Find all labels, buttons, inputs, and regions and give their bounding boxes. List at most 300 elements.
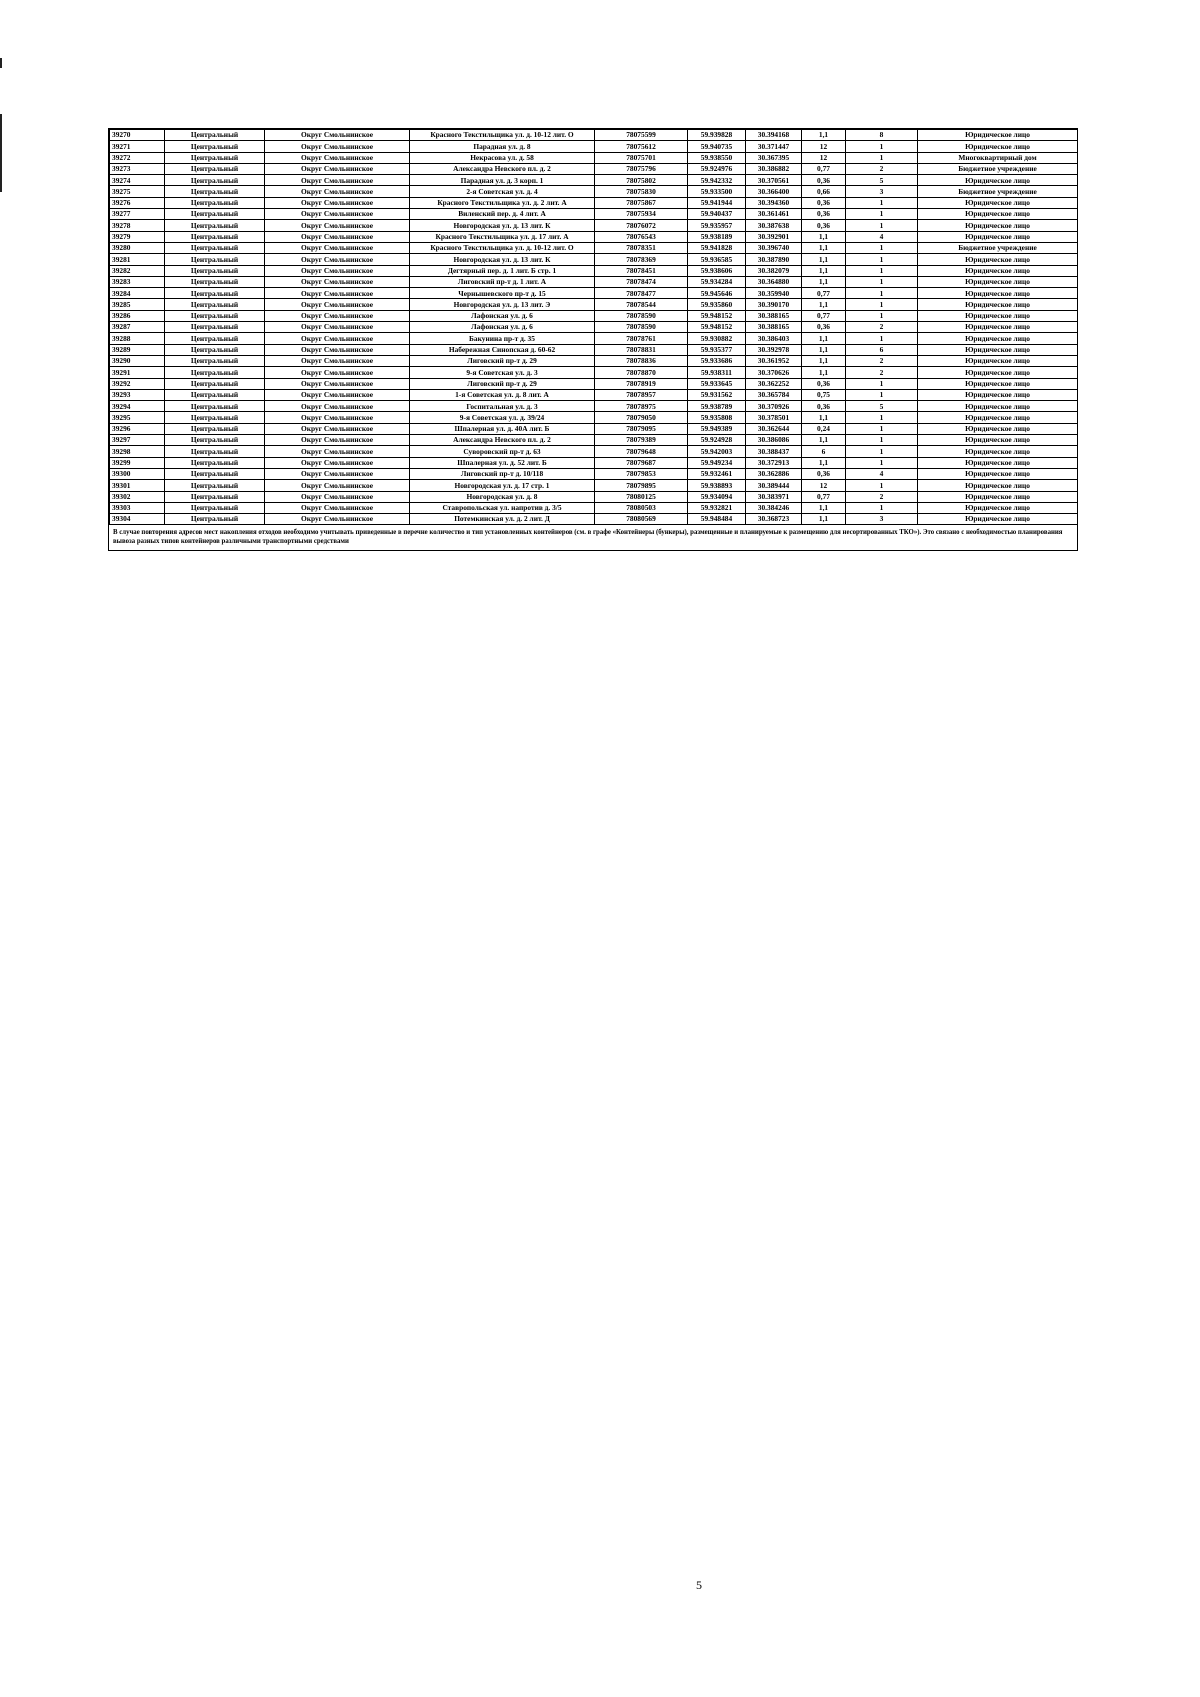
site-code-cell: 78078975 xyxy=(595,401,688,412)
row-id-cell: 39274 xyxy=(110,175,165,186)
container-count-cell: 1 xyxy=(846,423,918,434)
address-cell: Красного Текстильщика ул. д. 10-12 лит. О xyxy=(410,242,595,253)
row-id-cell: 39280 xyxy=(110,242,165,253)
owner-category-cell: Юридическое лицо xyxy=(918,457,1078,468)
table-row xyxy=(110,491,1078,502)
container-count-cell: 1 xyxy=(846,209,918,220)
container-count-cell: 4 xyxy=(846,468,918,479)
longitude-cell: 30.371447 xyxy=(746,141,802,152)
longitude-cell: 30.386086 xyxy=(746,435,802,446)
longitude-cell: 30.359940 xyxy=(746,288,802,299)
latitude-cell: 59.939828 xyxy=(688,130,746,141)
address-cell: Парадная ул. д. 3 корп. 1 xyxy=(410,175,595,186)
district-cell: Центральный xyxy=(165,480,265,491)
district-cell: Центральный xyxy=(165,355,265,366)
container-volume-cell: 1,1 xyxy=(802,130,846,141)
address-cell: Лафонская ул. д. 6 xyxy=(410,310,595,321)
municipal-okrug-cell: Округ Смольнинское xyxy=(265,423,410,434)
container-count-cell: 1 xyxy=(846,310,918,321)
container-volume-cell: 1,1 xyxy=(802,435,846,446)
municipal-okrug-cell: Округ Смольнинское xyxy=(265,175,410,186)
longitude-cell: 30.362886 xyxy=(746,468,802,479)
latitude-cell: 59.924976 xyxy=(688,163,746,174)
table-row xyxy=(110,412,1078,423)
address-cell: Александра Невского пл. д. 2 xyxy=(410,435,595,446)
address-cell: Потемкинская ул. д. 2 лит. Д xyxy=(410,514,595,525)
district-cell: Центральный xyxy=(165,231,265,242)
address-cell: Новгородская ул. д. 8 xyxy=(410,491,595,502)
district-cell: Центральный xyxy=(165,502,265,513)
owner-category-cell: Юридическое лицо xyxy=(918,502,1078,513)
municipal-okrug-cell: Округ Смольнинское xyxy=(265,491,410,502)
container-volume-cell: 0,36 xyxy=(802,209,846,220)
site-code-cell: 78075830 xyxy=(595,186,688,197)
table-row xyxy=(110,389,1078,400)
address-cell: Красного Текстильщика ул. д. 10-12 лит. О xyxy=(410,130,595,141)
row-id-cell: 39272 xyxy=(110,152,165,163)
table-row xyxy=(110,423,1078,434)
latitude-cell: 59.934284 xyxy=(688,276,746,287)
address-cell: Шпалерная ул. д. 52 лит. Б xyxy=(410,457,595,468)
table-row xyxy=(110,468,1078,479)
longitude-cell: 30.387890 xyxy=(746,254,802,265)
owner-category-cell: Юридическое лицо xyxy=(918,378,1078,389)
container-count-cell: 1 xyxy=(846,265,918,276)
owner-category-cell: Юридическое лицо xyxy=(918,299,1078,310)
municipal-okrug-cell: Округ Смольнинское xyxy=(265,220,410,231)
municipal-okrug-cell: Округ Смольнинское xyxy=(265,299,410,310)
site-code-cell: 78079648 xyxy=(595,446,688,457)
table-row xyxy=(110,254,1078,265)
longitude-cell: 30.392978 xyxy=(746,344,802,355)
longitude-cell: 30.394168 xyxy=(746,130,802,141)
district-cell: Центральный xyxy=(165,468,265,479)
district-cell: Центральный xyxy=(165,209,265,220)
container-count-cell: 1 xyxy=(846,333,918,344)
container-volume-cell: 1,1 xyxy=(802,412,846,423)
municipal-okrug-cell: Округ Смольнинское xyxy=(265,344,410,355)
container-count-cell: 1 xyxy=(846,502,918,513)
table-row xyxy=(110,310,1078,321)
municipal-okrug-cell: Округ Смольнинское xyxy=(265,186,410,197)
municipal-okrug-cell: Округ Смольнинское xyxy=(265,468,410,479)
site-code-cell: 78075701 xyxy=(595,152,688,163)
container-volume-cell: 0,36 xyxy=(802,220,846,231)
municipal-okrug-cell: Округ Смольнинское xyxy=(265,446,410,457)
table-row xyxy=(110,502,1078,513)
container-volume-cell: 6 xyxy=(802,446,846,457)
longitude-cell: 30.366400 xyxy=(746,186,802,197)
latitude-cell: 59.935957 xyxy=(688,220,746,231)
owner-category-cell: Юридическое лицо xyxy=(918,265,1078,276)
site-code-cell: 78079389 xyxy=(595,435,688,446)
row-id-cell: 39279 xyxy=(110,231,165,242)
longitude-cell: 30.389444 xyxy=(746,480,802,491)
owner-category-cell: Бюджетное учреждение xyxy=(918,163,1078,174)
address-cell: Госпитальная ул. д. 3 xyxy=(410,401,595,412)
municipal-okrug-cell: Округ Смольнинское xyxy=(265,242,410,253)
table-row xyxy=(110,322,1078,333)
owner-category-cell: Юридическое лицо xyxy=(918,333,1078,344)
latitude-cell: 59.938189 xyxy=(688,231,746,242)
owner-category-cell: Юридическое лицо xyxy=(918,209,1078,220)
address-cell: Ставропольская ул. напротив д. 3/5 xyxy=(410,502,595,513)
district-cell: Центральный xyxy=(165,322,265,333)
municipal-okrug-cell: Округ Смольнинское xyxy=(265,130,410,141)
latitude-cell: 59.942003 xyxy=(688,446,746,457)
container-count-cell: 1 xyxy=(846,141,918,152)
district-cell: Центральный xyxy=(165,446,265,457)
longitude-cell: 30.386403 xyxy=(746,333,802,344)
container-volume-cell: 0,36 xyxy=(802,401,846,412)
table-row xyxy=(110,446,1078,457)
table-row xyxy=(110,163,1078,174)
row-id-cell: 39270 xyxy=(110,130,165,141)
site-code-cell: 78078477 xyxy=(595,288,688,299)
container-volume-cell: 1,1 xyxy=(802,457,846,468)
municipal-okrug-cell: Округ Смольнинское xyxy=(265,480,410,491)
site-code-cell: 78078831 xyxy=(595,344,688,355)
row-id-cell: 39278 xyxy=(110,220,165,231)
district-cell: Центральный xyxy=(165,333,265,344)
longitude-cell: 30.378501 xyxy=(746,412,802,423)
table-row xyxy=(110,480,1078,491)
site-code-cell: 78080503 xyxy=(595,502,688,513)
container-volume-cell: 12 xyxy=(802,141,846,152)
latitude-cell: 59.932821 xyxy=(688,502,746,513)
site-code-cell: 78079853 xyxy=(595,468,688,479)
latitude-cell: 59.942332 xyxy=(688,175,746,186)
container-count-cell: 4 xyxy=(846,231,918,242)
container-volume-cell: 0,66 xyxy=(802,186,846,197)
site-code-cell: 78076543 xyxy=(595,231,688,242)
row-id-cell: 39304 xyxy=(110,514,165,525)
container-count-cell: 1 xyxy=(846,299,918,310)
site-code-cell: 78078957 xyxy=(595,389,688,400)
container-volume-cell: 1,1 xyxy=(802,299,846,310)
address-cell: 9-я Советская ул. д. 39/24 xyxy=(410,412,595,423)
address-cell: Новгородская ул. д. 17 стр. 1 xyxy=(410,480,595,491)
container-volume-cell: 0,77 xyxy=(802,310,846,321)
latitude-cell: 59.938893 xyxy=(688,480,746,491)
latitude-cell: 59.948152 xyxy=(688,310,746,321)
table-row xyxy=(110,265,1078,276)
longitude-cell: 30.383971 xyxy=(746,491,802,502)
owner-category-cell: Юридическое лицо xyxy=(918,175,1078,186)
district-cell: Центральный xyxy=(165,242,265,253)
row-id-cell: 39286 xyxy=(110,310,165,321)
table-row xyxy=(110,152,1078,163)
latitude-cell: 59.935377 xyxy=(688,344,746,355)
container-volume-cell: 1,1 xyxy=(802,254,846,265)
row-id-cell: 39277 xyxy=(110,209,165,220)
container-volume-cell: 1,1 xyxy=(802,231,846,242)
district-cell: Центральный xyxy=(165,367,265,378)
container-volume-cell: 0,36 xyxy=(802,197,846,208)
district-cell: Центральный xyxy=(165,254,265,265)
municipal-okrug-cell: Округ Смольнинское xyxy=(265,412,410,423)
table-row xyxy=(110,435,1078,446)
container-count-cell: 2 xyxy=(846,355,918,366)
site-code-cell: 78078590 xyxy=(595,310,688,321)
longitude-cell: 30.390170 xyxy=(746,299,802,310)
latitude-cell: 59.940437 xyxy=(688,209,746,220)
site-code-cell: 78075599 xyxy=(595,130,688,141)
table-row xyxy=(110,197,1078,208)
district-cell: Центральный xyxy=(165,344,265,355)
owner-category-cell: Юридическое лицо xyxy=(918,367,1078,378)
site-code-cell: 78078590 xyxy=(595,322,688,333)
owner-category-cell: Юридическое лицо xyxy=(918,412,1078,423)
latitude-cell: 59.938311 xyxy=(688,367,746,378)
row-id-cell: 39281 xyxy=(110,254,165,265)
latitude-cell: 59.931562 xyxy=(688,389,746,400)
district-cell: Центральный xyxy=(165,152,265,163)
longitude-cell: 30.370561 xyxy=(746,175,802,186)
site-code-cell: 78078919 xyxy=(595,378,688,389)
municipal-okrug-cell: Округ Смольнинское xyxy=(265,276,410,287)
table-row xyxy=(110,378,1078,389)
owner-category-cell: Юридическое лицо xyxy=(918,220,1078,231)
address-cell: Лафонская ул. д. 6 xyxy=(410,322,595,333)
container-volume-cell: 0,36 xyxy=(802,378,846,389)
latitude-cell: 59.932461 xyxy=(688,468,746,479)
container-count-cell: 1 xyxy=(846,389,918,400)
district-cell: Центральный xyxy=(165,491,265,502)
table-row xyxy=(110,175,1078,186)
longitude-cell: 30.361952 xyxy=(746,355,802,366)
latitude-cell: 59.938550 xyxy=(688,152,746,163)
container-volume-cell: 0,24 xyxy=(802,423,846,434)
latitude-cell: 59.938789 xyxy=(688,401,746,412)
district-cell: Центральный xyxy=(165,423,265,434)
container-volume-cell: 1,1 xyxy=(802,265,846,276)
site-code-cell: 78078474 xyxy=(595,276,688,287)
owner-category-cell: Юридическое лицо xyxy=(918,197,1078,208)
latitude-cell: 59.930882 xyxy=(688,333,746,344)
owner-category-cell: Юридическое лицо xyxy=(918,514,1078,525)
longitude-cell: 30.370926 xyxy=(746,401,802,412)
address-cell: Шпалерная ул. д. 40А лит. Б xyxy=(410,423,595,434)
container-volume-cell: 1,1 xyxy=(802,333,846,344)
table-row xyxy=(110,242,1078,253)
container-count-cell: 2 xyxy=(846,491,918,502)
municipal-okrug-cell: Округ Смольнинское xyxy=(265,435,410,446)
table-row xyxy=(110,288,1078,299)
longitude-cell: 30.388165 xyxy=(746,322,802,333)
address-cell: Новгородская ул. д. 13 лит. К xyxy=(410,220,595,231)
table-body xyxy=(110,130,1078,525)
address-cell: Чернышевского пр-т д. 15 xyxy=(410,288,595,299)
district-cell: Центральный xyxy=(165,175,265,186)
row-id-cell: 39291 xyxy=(110,367,165,378)
municipal-okrug-cell: Округ Смольнинское xyxy=(265,367,410,378)
footnote: В случае повторения адресов мест накопления отходов необходимо учитывать приведенные в перечне количество и тип установленных контейнеров (см. в графе «Контейнеры (бункеры), размещенные и планируемые к размещению для несортированных ТКО»). Это связано с необходимостью планирования вывоза разных типов контейнеров различными транспортными средствами xyxy=(113,529,1063,546)
longitude-cell: 30.365784 xyxy=(746,389,802,400)
site-code-cell: 78075934 xyxy=(595,209,688,220)
municipal-okrug-cell: Округ Смольнинское xyxy=(265,152,410,163)
longitude-cell: 30.362252 xyxy=(746,378,802,389)
municipal-okrug-cell: Округ Смольнинское xyxy=(265,265,410,276)
table-row xyxy=(110,276,1078,287)
site-code-cell: 78079095 xyxy=(595,423,688,434)
row-id-cell: 39275 xyxy=(110,186,165,197)
site-code-cell: 78079687 xyxy=(595,457,688,468)
address-cell: Лиговский пр-т д. 29 xyxy=(410,355,595,366)
row-id-cell: 39298 xyxy=(110,446,165,457)
container-count-cell: 1 xyxy=(846,457,918,468)
table-row xyxy=(110,220,1078,231)
site-code-cell: 78075867 xyxy=(595,197,688,208)
container-volume-cell: 0,77 xyxy=(802,163,846,174)
address-cell: 1-я Советская ул. д. 8 лит. А xyxy=(410,389,595,400)
site-code-cell: 78080125 xyxy=(595,491,688,502)
container-volume-cell: 1,1 xyxy=(802,344,846,355)
owner-category-cell: Юридическое лицо xyxy=(918,322,1078,333)
municipal-okrug-cell: Округ Смольнинское xyxy=(265,502,410,513)
district-cell: Центральный xyxy=(165,412,265,423)
owner-category-cell: Юридическое лицо xyxy=(918,491,1078,502)
scan-artifact-mark xyxy=(0,58,2,68)
owner-category-cell: Юридическое лицо xyxy=(918,389,1078,400)
latitude-cell: 59.941828 xyxy=(688,242,746,253)
table-row xyxy=(110,457,1078,468)
table-row xyxy=(110,186,1078,197)
owner-category-cell: Бюджетное учреждение xyxy=(918,186,1078,197)
latitude-cell: 59.934094 xyxy=(688,491,746,502)
row-id-cell: 39293 xyxy=(110,389,165,400)
latitude-cell: 59.936585 xyxy=(688,254,746,265)
row-id-cell: 39300 xyxy=(110,468,165,479)
address-cell: 2-я Советская ул. д. 4 xyxy=(410,186,595,197)
site-code-cell: 78078761 xyxy=(595,333,688,344)
row-id-cell: 39276 xyxy=(110,197,165,208)
municipal-okrug-cell: Округ Смольнинское xyxy=(265,378,410,389)
site-code-cell: 78079895 xyxy=(595,480,688,491)
municipal-okrug-cell: Округ Смольнинское xyxy=(265,389,410,400)
address-cell: Дегтярный пер. д. 1 лит. Б стр. 1 xyxy=(410,265,595,276)
table-row xyxy=(110,401,1078,412)
container-count-cell: 1 xyxy=(846,254,918,265)
site-code-cell: 78075796 xyxy=(595,163,688,174)
latitude-cell: 59.935860 xyxy=(688,299,746,310)
container-count-cell: 5 xyxy=(846,175,918,186)
district-cell: Центральный xyxy=(165,130,265,141)
municipal-okrug-cell: Округ Смольнинское xyxy=(265,141,410,152)
page-number: 5 xyxy=(696,1578,702,1592)
longitude-cell: 30.367395 xyxy=(746,152,802,163)
row-id-cell: 39288 xyxy=(110,333,165,344)
container-volume-cell: 12 xyxy=(802,480,846,491)
longitude-cell: 30.370626 xyxy=(746,367,802,378)
container-volume-cell: 1,1 xyxy=(802,502,846,513)
address-cell: Виленский пер. д. 4 лит. А xyxy=(410,209,595,220)
scan-artifact-mark xyxy=(0,114,2,192)
address-cell: Лиговский пр-т д. 10/118 xyxy=(410,468,595,479)
latitude-cell: 59.933645 xyxy=(688,378,746,389)
waste-sites-table xyxy=(109,129,1078,525)
municipal-okrug-cell: Округ Смольнинское xyxy=(265,333,410,344)
municipal-okrug-cell: Округ Смольнинское xyxy=(265,209,410,220)
district-cell: Центральный xyxy=(165,141,265,152)
owner-category-cell: Юридическое лицо xyxy=(918,276,1078,287)
district-cell: Центральный xyxy=(165,288,265,299)
owner-category-cell: Юридическое лицо xyxy=(918,130,1078,141)
container-count-cell: 1 xyxy=(846,276,918,287)
registry-table-block xyxy=(108,128,1078,551)
row-id-cell: 39299 xyxy=(110,457,165,468)
district-cell: Центральный xyxy=(165,197,265,208)
container-count-cell: 1 xyxy=(846,152,918,163)
district-cell: Центральный xyxy=(165,265,265,276)
table-row xyxy=(110,231,1078,242)
longitude-cell: 30.364880 xyxy=(746,276,802,287)
container-volume-cell: 1,1 xyxy=(802,276,846,287)
longitude-cell: 30.396740 xyxy=(746,242,802,253)
container-count-cell: 1 xyxy=(846,197,918,208)
container-count-cell: 1 xyxy=(846,378,918,389)
address-cell: Красного Текстильщика ул. д. 17 лит. А xyxy=(410,231,595,242)
owner-category-cell: Юридическое лицо xyxy=(918,141,1078,152)
latitude-cell: 59.941944 xyxy=(688,197,746,208)
latitude-cell: 59.940735 xyxy=(688,141,746,152)
longitude-cell: 30.362644 xyxy=(746,423,802,434)
row-id-cell: 39290 xyxy=(110,355,165,366)
container-count-cell: 5 xyxy=(846,401,918,412)
site-code-cell: 78078451 xyxy=(595,265,688,276)
address-cell: Суворовский пр-т д. 63 xyxy=(410,446,595,457)
table-row xyxy=(110,299,1078,310)
site-code-cell: 78080569 xyxy=(595,514,688,525)
district-cell: Центральный xyxy=(165,186,265,197)
address-cell: Красного Текстильщика ул. д. 2 лит. А xyxy=(410,197,595,208)
address-cell: Новгородская ул. д. 13 лит. Э xyxy=(410,299,595,310)
container-count-cell: 3 xyxy=(846,514,918,525)
table-row xyxy=(110,344,1078,355)
row-id-cell: 39303 xyxy=(110,502,165,513)
row-id-cell: 39273 xyxy=(110,163,165,174)
municipal-okrug-cell: Округ Смольнинское xyxy=(265,355,410,366)
site-code-cell: 78078369 xyxy=(595,254,688,265)
district-cell: Центральный xyxy=(165,276,265,287)
longitude-cell: 30.382079 xyxy=(746,265,802,276)
district-cell: Центральный xyxy=(165,299,265,310)
container-volume-cell: 0,36 xyxy=(802,322,846,333)
owner-category-cell: Многоквартирный дом xyxy=(918,152,1078,163)
latitude-cell: 59.933500 xyxy=(688,186,746,197)
municipal-okrug-cell: Округ Смольнинское xyxy=(265,197,410,208)
container-volume-cell: 1,1 xyxy=(802,355,846,366)
longitude-cell: 30.361461 xyxy=(746,209,802,220)
address-cell: Новгородская ул. д. 13 лит. К xyxy=(410,254,595,265)
row-id-cell: 39301 xyxy=(110,480,165,491)
district-cell: Центральный xyxy=(165,401,265,412)
site-code-cell: 78079050 xyxy=(595,412,688,423)
owner-category-cell: Юридическое лицо xyxy=(918,310,1078,321)
container-count-cell: 8 xyxy=(846,130,918,141)
site-code-cell: 78075612 xyxy=(595,141,688,152)
row-id-cell: 39292 xyxy=(110,378,165,389)
row-id-cell: 39289 xyxy=(110,344,165,355)
district-cell: Центральный xyxy=(165,220,265,231)
site-code-cell: 78078351 xyxy=(595,242,688,253)
row-id-cell: 39285 xyxy=(110,299,165,310)
row-id-cell: 39282 xyxy=(110,265,165,276)
owner-category-cell: Юридическое лицо xyxy=(918,480,1078,491)
owner-category-cell: Юридическое лицо xyxy=(918,468,1078,479)
container-volume-cell: 0,77 xyxy=(802,491,846,502)
district-cell: Центральный xyxy=(165,389,265,400)
